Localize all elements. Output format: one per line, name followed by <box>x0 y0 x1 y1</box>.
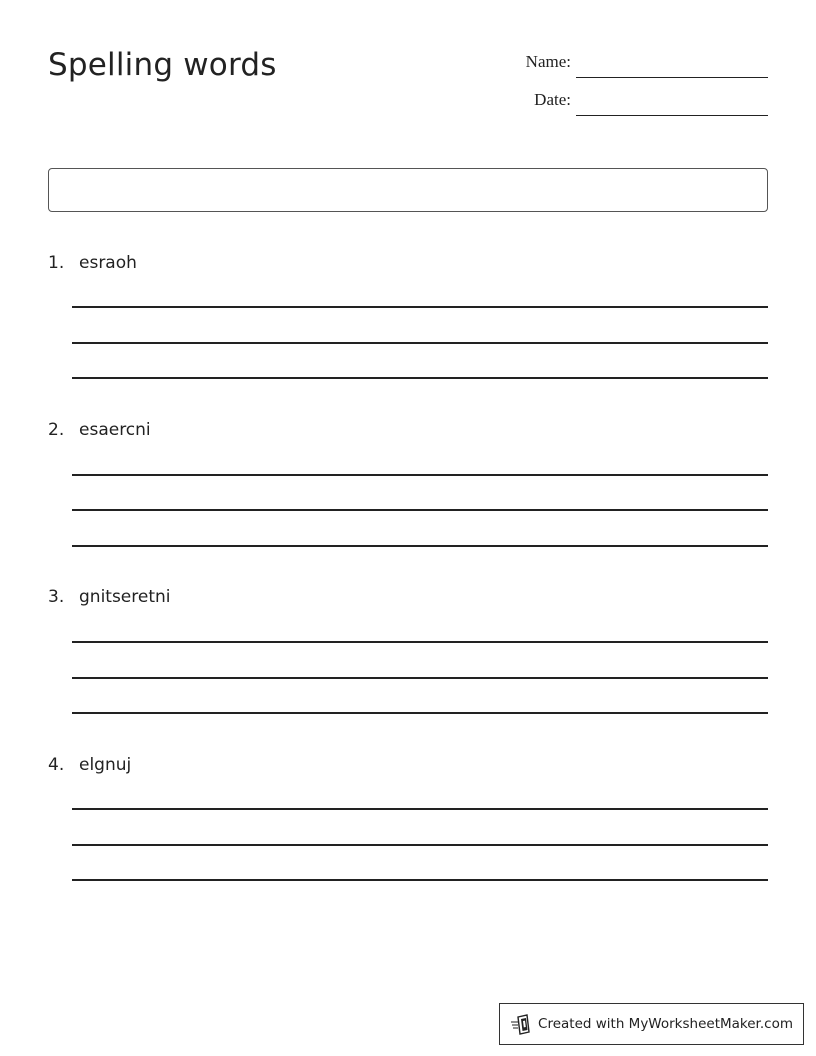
item-number: 4. <box>48 755 65 775</box>
name-label: Name: <box>525 52 571 71</box>
footer-credit-text: Created with MyWorksheetMaker.com <box>538 1016 793 1032</box>
writing-line <box>72 879 768 881</box>
writing-line <box>72 377 768 379</box>
word-bank-box <box>48 168 768 212</box>
writing-line <box>72 844 768 846</box>
writing-line <box>72 474 768 476</box>
date-label: Date: <box>534 90 571 109</box>
writing-line <box>72 509 768 511</box>
item-number: 1. <box>48 253 65 273</box>
page-title: Spelling words <box>48 47 277 83</box>
item-number: 3. <box>48 587 65 607</box>
writing-line <box>72 808 768 810</box>
scrambled-word: esaercni <box>79 420 151 440</box>
item-number: 2. <box>48 420 65 440</box>
worksheet-maker-logo-icon <box>510 1013 532 1035</box>
scrambled-word: gnitseretni <box>79 587 171 607</box>
writing-line <box>72 712 768 714</box>
scrambled-word: esraoh <box>79 253 137 273</box>
footer-credit-badge[interactable] <box>499 1003 804 1045</box>
writing-line <box>72 342 768 344</box>
name-line <box>576 77 768 78</box>
date-line <box>576 115 768 116</box>
scrambled-word: elgnuj <box>79 755 132 775</box>
writing-line <box>72 677 768 679</box>
writing-line <box>72 545 768 547</box>
writing-line <box>72 641 768 643</box>
writing-line <box>72 306 768 308</box>
